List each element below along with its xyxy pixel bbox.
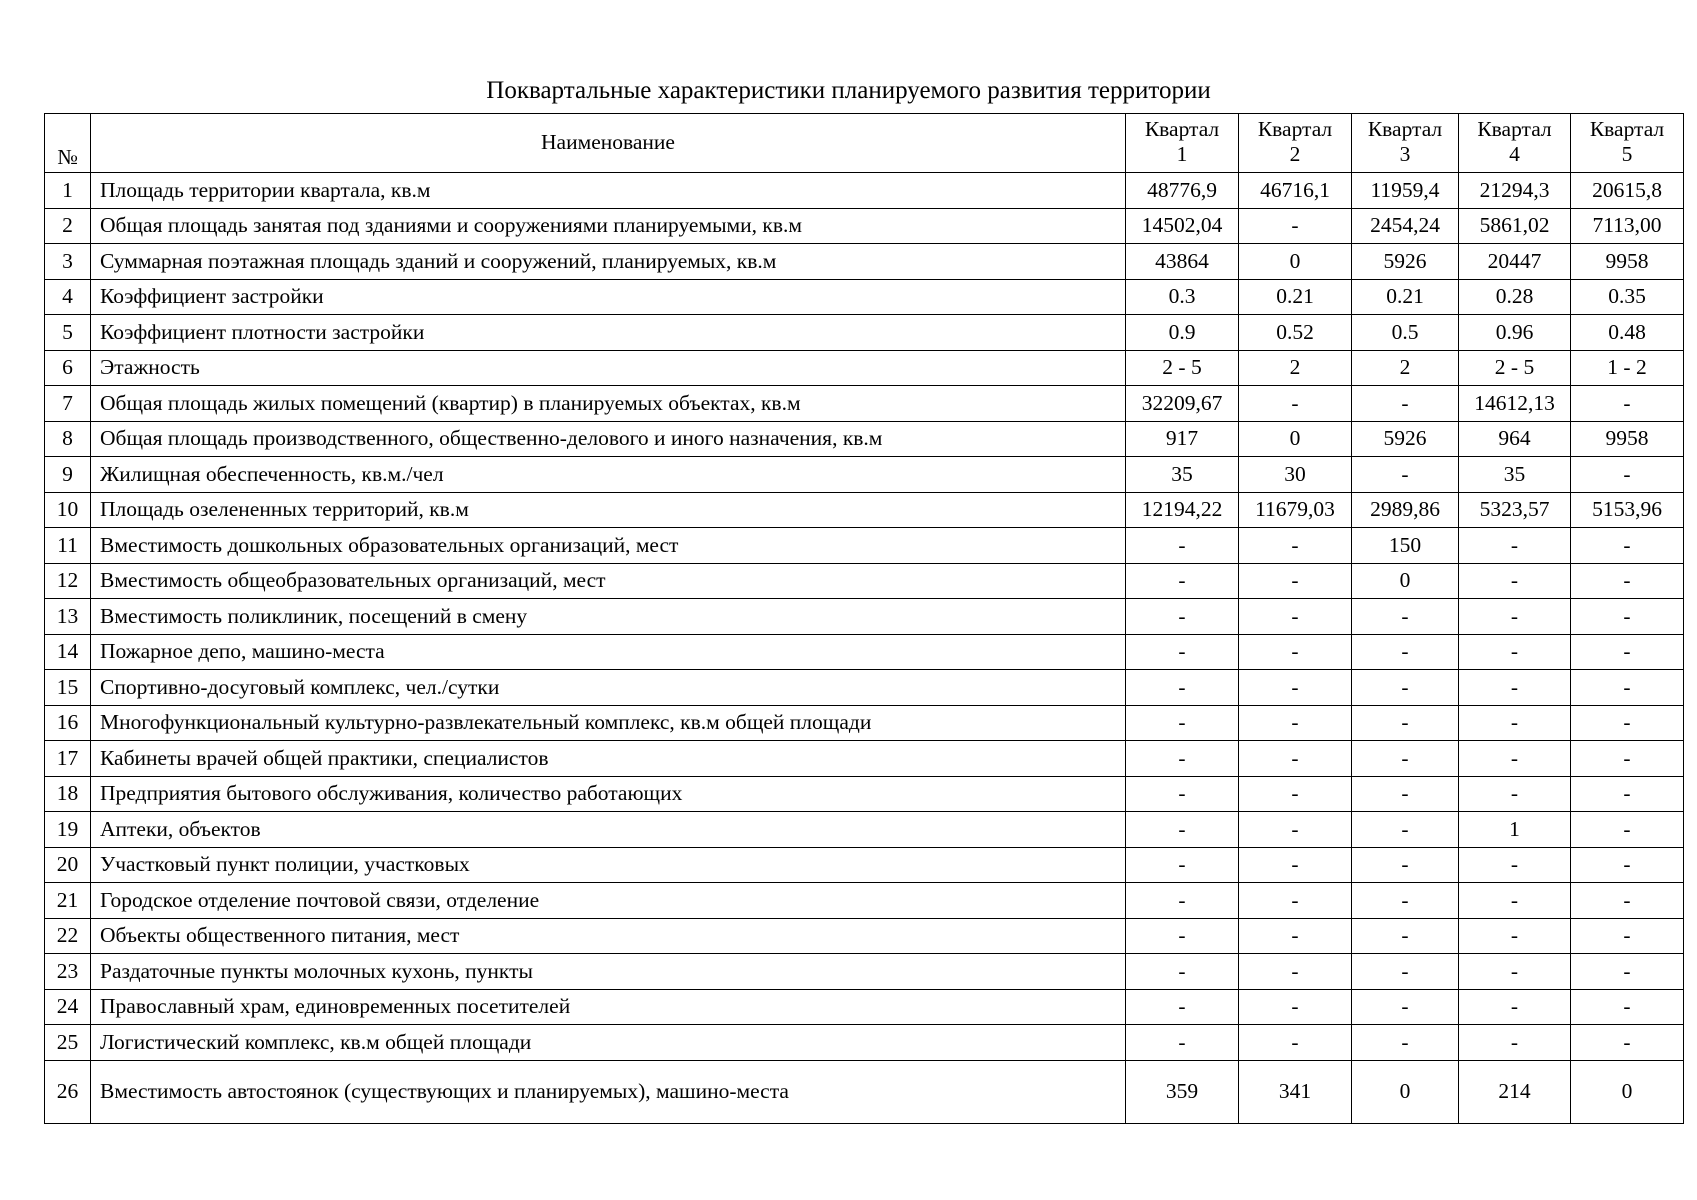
quarter-1-value: 0.3: [1126, 279, 1239, 315]
table-row: [45, 173, 1684, 209]
quarter-5-value: -: [1571, 528, 1684, 564]
row-number: 26: [45, 1060, 91, 1123]
row-number: 8: [45, 421, 91, 457]
table-row: [45, 208, 1684, 244]
quarter-5-value: 0.48: [1571, 315, 1684, 351]
quarter-4-value: -: [1459, 705, 1571, 741]
quarter-4-value: -: [1459, 776, 1571, 812]
quarter-3-value: 5926: [1352, 421, 1459, 457]
quarter-5-value: -: [1571, 670, 1684, 706]
table-row: [45, 315, 1684, 351]
table-row: [45, 670, 1684, 706]
quarter-3-value: 0.21: [1352, 279, 1459, 315]
quarter-2-value: 0.52: [1239, 315, 1352, 351]
quarter-5-value: -: [1571, 563, 1684, 599]
table-row: [45, 989, 1684, 1025]
quarter-3-value: -: [1352, 670, 1459, 706]
quarter-1-value: 359: [1126, 1060, 1239, 1123]
row-number: 21: [45, 883, 91, 919]
quarter-1-value: 32209,67: [1126, 386, 1239, 422]
quarter-4-value: 2 - 5: [1459, 350, 1571, 386]
quarter-2-value: -: [1239, 386, 1352, 422]
row-number: 23: [45, 954, 91, 990]
quarter-2-value: 0.21: [1239, 279, 1352, 315]
row-number: 16: [45, 705, 91, 741]
quarter-4-value: -: [1459, 1025, 1571, 1061]
header-quarter-2: [1239, 114, 1352, 173]
quarter-4-value: -: [1459, 528, 1571, 564]
quarter-1-value: -: [1126, 812, 1239, 848]
quarter-1-value: -: [1126, 634, 1239, 670]
document-title: Поквартальные характеристики планируемого развития территории: [486, 77, 1211, 104]
quarter-1-value: 43864: [1126, 244, 1239, 280]
header-quarter-word: Квартал: [1144, 117, 1220, 141]
quarter-5-value: 7113,00: [1571, 208, 1684, 244]
quarter-5-value: -: [1571, 954, 1684, 990]
quarter-4-value: -: [1459, 918, 1571, 954]
header-quarter-word: Квартал: [1367, 117, 1443, 141]
quarter-1-value: -: [1126, 883, 1239, 919]
quarter-5-value: 9958: [1571, 244, 1684, 280]
quarter-2-value: -: [1239, 208, 1352, 244]
quarter-5-value: -: [1571, 1025, 1684, 1061]
quarter-3-value: -: [1352, 386, 1459, 422]
table-header-row: [45, 114, 1684, 173]
quarter-2-value: -: [1239, 599, 1352, 635]
header-quarter-5: [1571, 114, 1684, 173]
quarter-5-value: 0: [1571, 1060, 1684, 1123]
quarter-2-value: -: [1239, 776, 1352, 812]
quarter-3-value: -: [1352, 634, 1459, 670]
row-number: 4: [45, 279, 91, 315]
quarter-4-value: 964: [1459, 421, 1571, 457]
quarter-3-value: 11959,4: [1352, 173, 1459, 209]
row-name: Суммарная поэтажная площадь зданий и сооружений, планируемых, кв.м: [91, 244, 1126, 280]
row-name: Предприятия бытового обслуживания, количество работающих: [91, 776, 1126, 812]
quarter-2-value: -: [1239, 705, 1352, 741]
row-number: 14: [45, 634, 91, 670]
row-name: Коэффициент застройки: [91, 279, 1126, 315]
row-number: 22: [45, 918, 91, 954]
quarter-1-value: -: [1126, 599, 1239, 635]
table-row: [45, 528, 1684, 564]
row-name: Коэффициент плотности застройки: [91, 315, 1126, 351]
quarter-5-value: -: [1571, 386, 1684, 422]
quarter-5-value: 0.35: [1571, 279, 1684, 315]
row-name: Вместимость общеобразовательных организаций, мест: [91, 563, 1126, 599]
quarter-4-value: 1: [1459, 812, 1571, 848]
quarter-4-value: 0.28: [1459, 279, 1571, 315]
row-number: 19: [45, 812, 91, 848]
row-name: Логистический комплекс, кв.м общей площади: [91, 1025, 1126, 1061]
quarter-2-value: 0: [1239, 244, 1352, 280]
quarter-4-value: 21294,3: [1459, 173, 1571, 209]
header-quarter-1: [1126, 114, 1239, 173]
quarter-3-value: 2: [1352, 350, 1459, 386]
quarter-4-value: 5861,02: [1459, 208, 1571, 244]
header-quarter-number: 3: [1399, 142, 1411, 166]
quarter-5-value: -: [1571, 989, 1684, 1025]
quarter-5-value: -: [1571, 847, 1684, 883]
table-row: [45, 705, 1684, 741]
quarter-2-value: -: [1239, 812, 1352, 848]
row-name: Общая площадь производственного, общественно-делового и иного назначения, кв.м: [91, 421, 1126, 457]
quarter-1-value: 35: [1126, 457, 1239, 493]
quarter-1-value: -: [1126, 741, 1239, 777]
quarter-2-value: 0: [1239, 421, 1352, 457]
quarter-3-value: -: [1352, 705, 1459, 741]
quarter-5-value: 1 - 2: [1571, 350, 1684, 386]
header-quarter-number: 4: [1509, 142, 1520, 166]
quarter-4-value: -: [1459, 670, 1571, 706]
row-number: 3: [45, 244, 91, 280]
row-number: 17: [45, 741, 91, 777]
quarter-1-value: 917: [1126, 421, 1239, 457]
row-name: Вместимость дошкольных образовательных организаций, мест: [91, 528, 1126, 564]
row-name: Общая площадь жилых помещений (квартир) в планируемых объектах, кв.м: [91, 386, 1126, 422]
row-number: 9: [45, 457, 91, 493]
quarter-4-value: 35: [1459, 457, 1571, 493]
row-name: Участковый пункт полиции, участковых: [91, 847, 1126, 883]
quarter-3-value: -: [1352, 1025, 1459, 1061]
quarter-5-value: -: [1571, 883, 1684, 919]
quarter-2-value: 341: [1239, 1060, 1352, 1123]
table-row: [45, 599, 1684, 635]
header-quarter-number: 5: [1621, 142, 1633, 166]
header-quarter-word: Квартал: [1257, 117, 1333, 141]
table-row: [45, 634, 1684, 670]
table-row: [45, 492, 1684, 528]
quarter-1-value: -: [1126, 705, 1239, 741]
quarter-4-value: 214: [1459, 1060, 1571, 1123]
quarter-5-value: -: [1571, 812, 1684, 848]
quarter-4-value: 14612,13: [1459, 386, 1571, 422]
quarter-2-value: -: [1239, 528, 1352, 564]
table-row: [45, 883, 1684, 919]
row-name: Раздаточные пункты молочных кухонь, пункты: [91, 954, 1126, 990]
row-number: 5: [45, 315, 91, 351]
quarter-2-value: -: [1239, 883, 1352, 919]
row-number: 15: [45, 670, 91, 706]
table-row: [45, 386, 1684, 422]
row-number: 20: [45, 847, 91, 883]
quarter-1-value: -: [1126, 776, 1239, 812]
row-number: 25: [45, 1025, 91, 1061]
header-quarter-word: Квартал: [1589, 117, 1665, 141]
row-name: Спортивно-досуговый комплекс, чел./сутки: [91, 670, 1126, 706]
table-row: [45, 421, 1684, 457]
row-number: 7: [45, 386, 91, 422]
header-quarter-number: 2: [1289, 142, 1301, 166]
quarter-5-value: -: [1571, 705, 1684, 741]
quarter-4-value: -: [1459, 634, 1571, 670]
row-name: Площадь территории квартала, кв.м: [91, 173, 1126, 209]
quarter-3-value: -: [1352, 457, 1459, 493]
row-number: 10: [45, 492, 91, 528]
quarter-5-value: -: [1571, 599, 1684, 635]
quarter-3-value: -: [1352, 599, 1459, 635]
row-name: Жилищная обеспеченность, кв.м./чел: [91, 457, 1126, 493]
quarter-3-value: -: [1352, 954, 1459, 990]
row-number: 12: [45, 563, 91, 599]
quarter-1-value: 48776,9: [1126, 173, 1239, 209]
table-row: [45, 1025, 1684, 1061]
quarter-3-value: 2989,86: [1352, 492, 1459, 528]
header-quarter-4: [1459, 114, 1571, 173]
quarter-4-value: -: [1459, 954, 1571, 990]
quarter-5-value: -: [1571, 634, 1684, 670]
row-name: Городское отделение почтовой связи, отделение: [91, 883, 1126, 919]
row-number: 2: [45, 208, 91, 244]
quarter-2-value: -: [1239, 847, 1352, 883]
quarter-2-value: -: [1239, 563, 1352, 599]
row-name: Пожарное депо, машино-места: [91, 634, 1126, 670]
table-row: [45, 244, 1684, 280]
row-name: Аптеки, объектов: [91, 812, 1126, 848]
table-row: [45, 812, 1684, 848]
quarter-3-value: 0.5: [1352, 315, 1459, 351]
quarter-4-value: -: [1459, 989, 1571, 1025]
table-row: [45, 457, 1684, 493]
quarter-3-value: 150: [1352, 528, 1459, 564]
row-name: Площадь озелененных территорий, кв.м: [91, 492, 1126, 528]
quarter-1-value: -: [1126, 847, 1239, 883]
quarter-3-value: -: [1352, 883, 1459, 919]
header-name: Наименование: [91, 114, 1126, 173]
header-quarter-3: [1352, 114, 1459, 173]
table-row: [45, 776, 1684, 812]
quarter-5-value: -: [1571, 741, 1684, 777]
table-row: [45, 918, 1684, 954]
quarter-1-value: -: [1126, 670, 1239, 706]
header-quarter-word: Квартал: [1477, 117, 1552, 141]
quarter-2-value: 2: [1239, 350, 1352, 386]
row-name: Общая площадь занятая под зданиями и сооружениями планируемыми, кв.м: [91, 208, 1126, 244]
quarter-3-value: 0: [1352, 563, 1459, 599]
row-name: Вместимость автостоянок (существующих и планируемых), машино-места: [91, 1060, 1126, 1123]
quarter-3-value: -: [1352, 812, 1459, 848]
quarter-4-value: -: [1459, 599, 1571, 635]
row-number: 6: [45, 350, 91, 386]
quarter-4-value: -: [1459, 883, 1571, 919]
header-quarter-number: 1: [1176, 142, 1188, 166]
quarter-5-value: 9958: [1571, 421, 1684, 457]
row-number: 18: [45, 776, 91, 812]
table-row: [45, 954, 1684, 990]
quarter-5-value: 5153,96: [1571, 492, 1684, 528]
quarter-characteristics-table: [44, 113, 1684, 1124]
table-row: [45, 279, 1684, 315]
quarter-1-value: 2 - 5: [1126, 350, 1239, 386]
quarter-4-value: 0.96: [1459, 315, 1571, 351]
row-name: Православный храм, единовременных посетителей: [91, 989, 1126, 1025]
quarter-1-value: 12194,22: [1126, 492, 1239, 528]
row-name: Многофункциональный культурно-развлекательный комплекс, кв.м общей площади: [91, 705, 1126, 741]
quarter-3-value: 0: [1352, 1060, 1459, 1123]
table-row: [45, 350, 1684, 386]
quarter-2-value: -: [1239, 989, 1352, 1025]
quarter-2-value: -: [1239, 918, 1352, 954]
quarter-1-value: -: [1126, 528, 1239, 564]
quarter-4-value: -: [1459, 741, 1571, 777]
quarter-4-value: 20447: [1459, 244, 1571, 280]
quarter-5-value: -: [1571, 918, 1684, 954]
row-number: 13: [45, 599, 91, 635]
table-row: [45, 741, 1684, 777]
quarter-1-value: -: [1126, 918, 1239, 954]
quarter-1-value: 0.9: [1126, 315, 1239, 351]
quarter-1-value: -: [1126, 1025, 1239, 1061]
quarter-2-value: -: [1239, 1025, 1352, 1061]
table-row: [45, 563, 1684, 599]
table-body: [45, 173, 1684, 1124]
quarter-2-value: 11679,03: [1239, 492, 1352, 528]
quarter-3-value: -: [1352, 847, 1459, 883]
quarter-1-value: -: [1126, 954, 1239, 990]
quarter-2-value: -: [1239, 670, 1352, 706]
row-name: Вместимость поликлиник, посещений в смену: [91, 599, 1126, 635]
quarter-3-value: 5926: [1352, 244, 1459, 280]
quarter-1-value: 14502,04: [1126, 208, 1239, 244]
quarter-5-value: -: [1571, 776, 1684, 812]
quarter-1-value: -: [1126, 989, 1239, 1025]
quarter-5-value: -: [1571, 457, 1684, 493]
quarter-3-value: -: [1352, 741, 1459, 777]
quarter-2-value: 30: [1239, 457, 1352, 493]
row-name: Объекты общественного питания, мест: [91, 918, 1126, 954]
header-number: №: [45, 114, 91, 173]
row-number: 11: [45, 528, 91, 564]
quarter-2-value: -: [1239, 634, 1352, 670]
table-row: [45, 847, 1684, 883]
row-name: Этажность: [91, 350, 1126, 386]
row-number: 24: [45, 989, 91, 1025]
quarter-2-value: -: [1239, 741, 1352, 777]
row-name: Кабинеты врачей общей практики, специалистов: [91, 741, 1126, 777]
quarter-3-value: 2454,24: [1352, 208, 1459, 244]
quarter-2-value: 46716,1: [1239, 173, 1352, 209]
quarter-1-value: -: [1126, 563, 1239, 599]
table-row: [45, 1060, 1684, 1123]
quarter-4-value: -: [1459, 847, 1571, 883]
quarter-3-value: -: [1352, 918, 1459, 954]
quarter-2-value: -: [1239, 954, 1352, 990]
quarter-3-value: -: [1352, 989, 1459, 1025]
row-number: 1: [45, 173, 91, 209]
quarter-4-value: 5323,57: [1459, 492, 1571, 528]
quarter-5-value: 20615,8: [1571, 173, 1684, 209]
quarter-3-value: -: [1352, 776, 1459, 812]
quarter-4-value: -: [1459, 563, 1571, 599]
